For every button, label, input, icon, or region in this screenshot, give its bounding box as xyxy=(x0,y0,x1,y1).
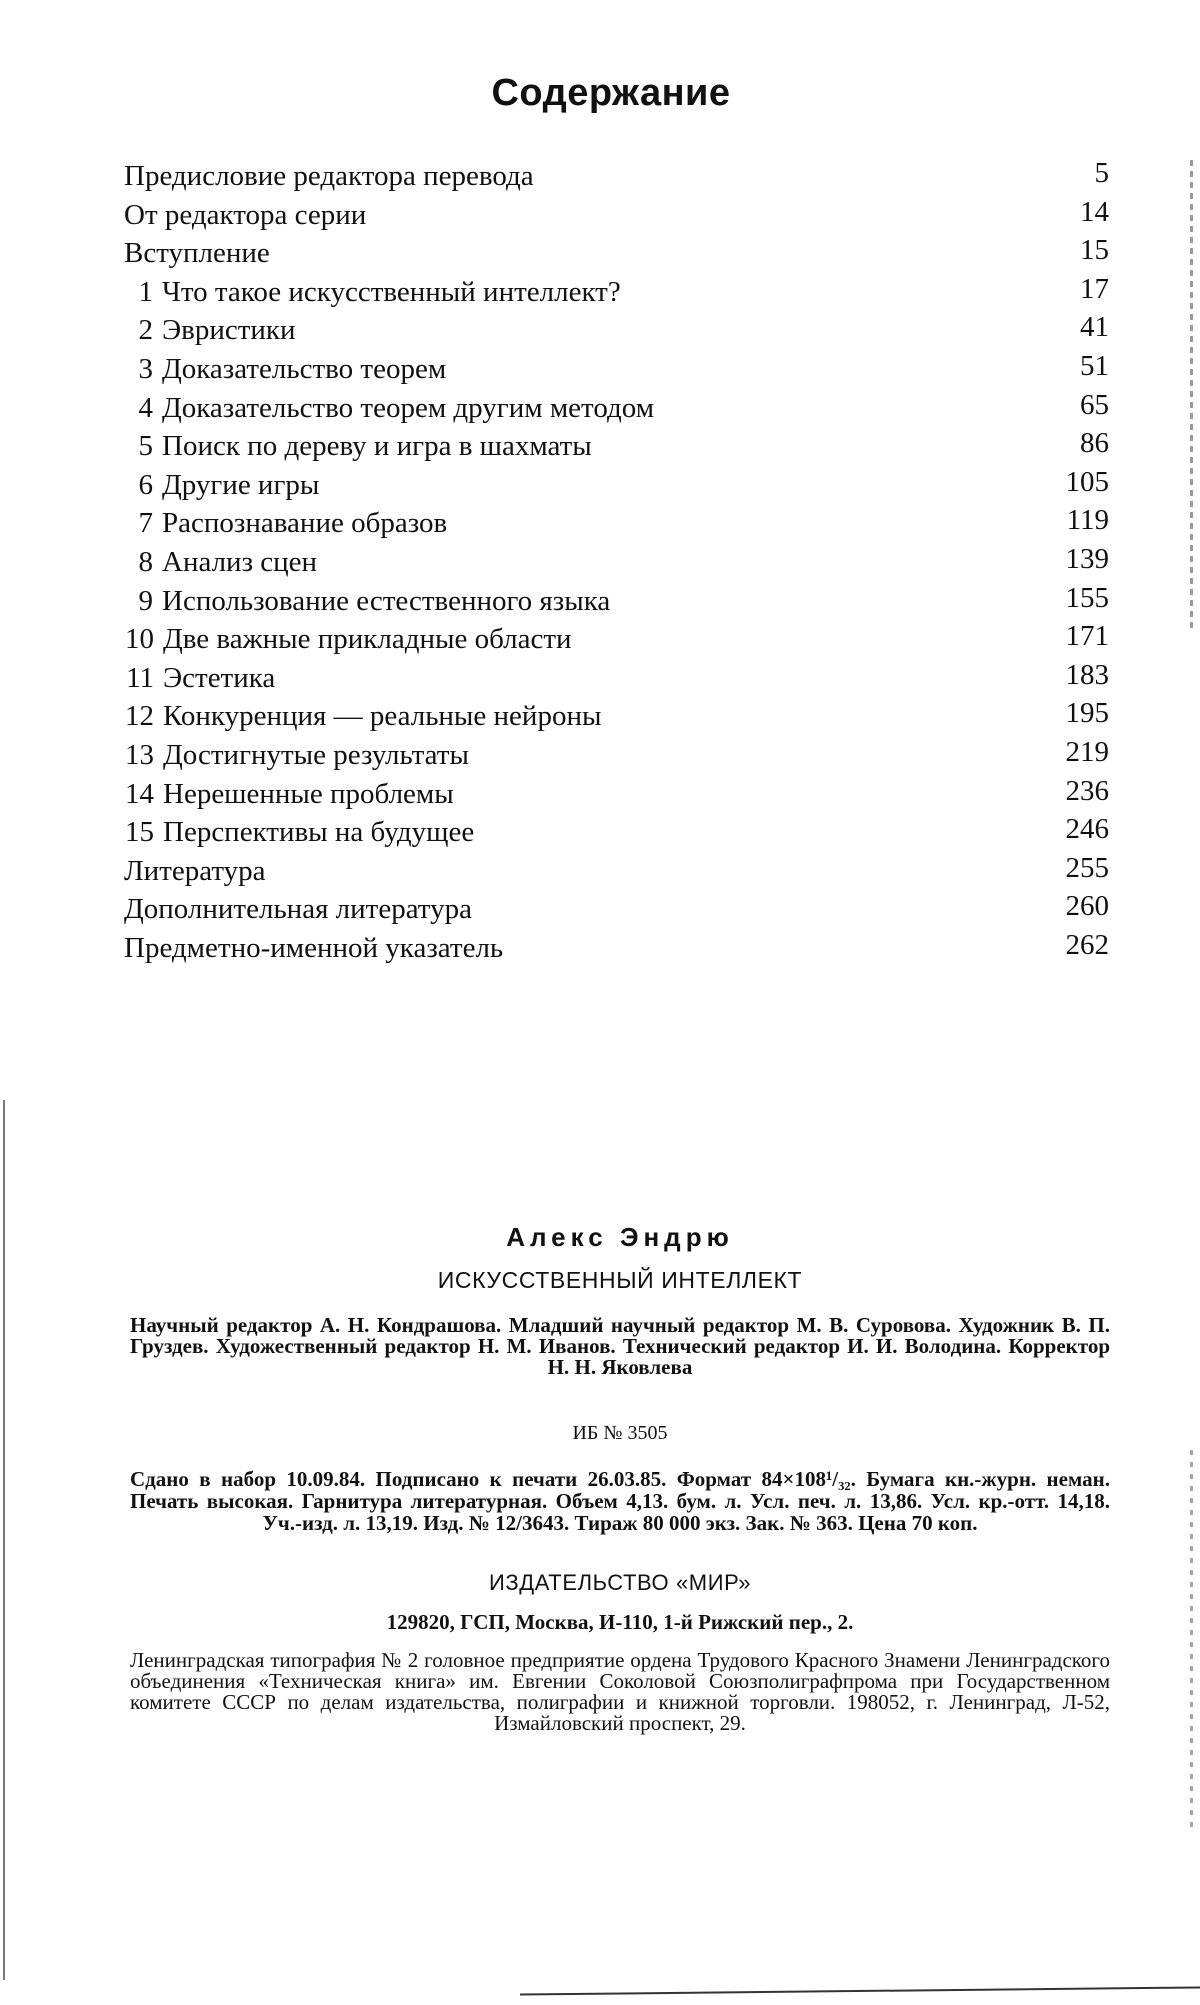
toc-entry-title: Литература xyxy=(124,854,266,887)
colophon-printer: Ленинградская типография № 2 головное предприятие ордена Трудового Красного Знамени Ленинградского объединения «Техническая книга» им. Евгении Соколовой Союзполиграфпрома при Государственном комитете СССР по делам издательства, полиграфии и книжной торговли. 198052, г. Ленинград, Л-52, Измайловский проспект, 29. xyxy=(130,1648,1110,1735)
toc-entry-page: 105 xyxy=(1065,465,1109,498)
toc-entry-page: 183 xyxy=(1065,658,1109,691)
toc-entry xyxy=(124,736,1109,775)
toc-entry xyxy=(124,273,1109,312)
toc-entry-page: 41 xyxy=(1080,311,1109,344)
toc-entry-page: 195 xyxy=(1065,697,1109,730)
toc-entry-title: Распознавание образов xyxy=(162,507,448,540)
toc-entry-title: Конкуренция — реальные нейроны xyxy=(163,700,602,733)
scan-edge-mark xyxy=(1190,1450,1193,1830)
scan-edge-mark xyxy=(1190,160,1193,630)
toc-entry xyxy=(124,543,1109,582)
toc-entry xyxy=(124,234,1109,273)
toc-entry-number: 3 xyxy=(138,352,153,385)
toc-entry xyxy=(124,852,1109,891)
toc-entry-page: 171 xyxy=(1065,620,1109,653)
toc-entry-title: Перспективы на будущее xyxy=(163,816,475,849)
toc-title: Содержание xyxy=(491,72,731,114)
toc-entry-title: Эстетика xyxy=(163,661,276,694)
toc-entry-number: 14 xyxy=(125,777,154,810)
toc-entry-page: 17 xyxy=(1080,272,1109,305)
toc-entry-number: 11 xyxy=(126,661,154,694)
toc-entry xyxy=(124,659,1109,698)
toc-entry-page: 65 xyxy=(1080,388,1109,421)
toc-entry-title: Эвристики xyxy=(162,314,296,347)
toc-entry xyxy=(124,929,1109,968)
toc-entry-title: Предисловие редактора перевода xyxy=(124,160,534,192)
colophon-publisher-address: 129820, ГСП, Москва, И-110, 1-й Рижский пер., 2. xyxy=(386,1610,854,1634)
toc-entry-number: 2 xyxy=(138,314,153,347)
toc-entry xyxy=(124,620,1109,659)
toc-entry xyxy=(124,350,1109,389)
toc-entry-number: 10 xyxy=(125,623,154,656)
toc-entry-page: 155 xyxy=(1065,581,1109,614)
toc-entry-number: 8 xyxy=(138,545,153,578)
toc-entry-title: Использование естественного языка xyxy=(162,584,611,617)
toc-entry-title: Достигнутые результаты xyxy=(163,738,469,771)
toc-entry-page: 262 xyxy=(1065,928,1109,961)
toc-entry-title: Доказательство теорем xyxy=(162,352,447,385)
toc-entry-page: 86 xyxy=(1080,427,1109,460)
toc-entry-title: Что такое искусственный интеллект? xyxy=(162,275,621,308)
toc-entry-title: Нерешенные проблемы xyxy=(163,777,454,810)
toc-entry-number: 9 xyxy=(138,584,153,617)
colophon-credits: Научный редактор А. Н. Кондрашова. Младший научный редактор М. В. Суровова. Художник В. П. Груздев. Художественный редактор Н. М. Иванов. Технический редактор И. И. Володина. Корректор Н. Н. Яковлева xyxy=(130,1313,1110,1379)
toc-entry-page: 255 xyxy=(1065,851,1109,884)
toc-entry-title: Другие игры xyxy=(162,468,320,501)
toc-entry xyxy=(124,311,1109,350)
toc-entry-title: Предметно-именной указатель xyxy=(124,931,504,964)
toc-entry-page: 260 xyxy=(1065,890,1109,923)
toc-entry-title: От редактора серии xyxy=(124,198,367,231)
toc-entry-page: 219 xyxy=(1065,735,1109,768)
toc-entry xyxy=(124,813,1109,852)
toc-entry xyxy=(124,427,1109,466)
toc-entry xyxy=(124,196,1109,235)
toc-entry-number: 12 xyxy=(125,700,154,733)
toc-entry-page: 14 xyxy=(1080,195,1109,228)
toc-entry-number: 1 xyxy=(138,275,153,308)
toc-entry xyxy=(124,697,1109,736)
toc-entry-title: Вступление xyxy=(124,237,270,270)
toc-entry-page: 139 xyxy=(1065,542,1109,575)
toc-entry-title: Две важные прикладные области xyxy=(163,623,572,656)
toc-entry-number: 15 xyxy=(125,816,154,849)
toc-entry-title: Доказательство теорем другим методом xyxy=(162,391,655,424)
toc-entry xyxy=(124,389,1109,428)
toc-entry xyxy=(124,466,1109,505)
scan-edge-line xyxy=(3,1100,5,1980)
toc-entry xyxy=(124,157,1109,196)
toc-entry-page: 5 xyxy=(1094,157,1109,189)
colophon-author: Алекс Эндрю xyxy=(506,1222,734,1252)
toc-entry-page: 246 xyxy=(1065,813,1109,846)
toc-entry xyxy=(124,775,1109,814)
toc-entry-number: 4 xyxy=(138,391,153,424)
toc-entry-number: 7 xyxy=(138,507,153,540)
toc-entry-title: Дополнительная литература xyxy=(124,893,472,926)
toc-entry-page: 15 xyxy=(1080,234,1109,267)
colophon-ib-number: ИБ № 3505 xyxy=(572,1422,668,1444)
toc-entry-number: 6 xyxy=(138,468,153,501)
toc-entry xyxy=(124,890,1109,929)
colophon-publisher: ИЗДАТЕЛЬСТВО «МИР» xyxy=(488,1570,752,1595)
toc-list xyxy=(124,157,1109,967)
colophon-print-details: Сдано в набор 10.09.84. Подписано к печати 26.03.85. Формат 84×108¹/₃₂. Бумага кн.-журн. неман. Печать высокая. Гарнитура литературная. Объем 4,13. бум. л. Усл. печ. л. 13,86. Усл. кр.-отт. 14,18. Уч.-изд. л. 13,19. Изд. № 12/3643. Тираж 80 000 экз. Зак. № 363. Цена 70 коп. xyxy=(130,1467,1110,1535)
toc-entry-number: 5 xyxy=(138,430,153,463)
toc-entry xyxy=(124,582,1109,621)
toc-entry-number: 13 xyxy=(125,738,154,771)
toc-entry xyxy=(124,504,1109,543)
toc-entry-page: 51 xyxy=(1080,349,1109,382)
colophon-book-title: ИСКУССТВЕННЫЙ ИНТЕЛЛЕКТ xyxy=(437,1267,803,1293)
toc-entry-page: 236 xyxy=(1065,774,1109,807)
toc-entry-title: Поиск по дереву и игра в шахматы xyxy=(162,430,592,463)
scan-bottom-line xyxy=(520,1986,1200,1995)
toc-entry-title: Анализ сцен xyxy=(162,545,318,578)
toc-entry-page: 119 xyxy=(1066,504,1109,537)
